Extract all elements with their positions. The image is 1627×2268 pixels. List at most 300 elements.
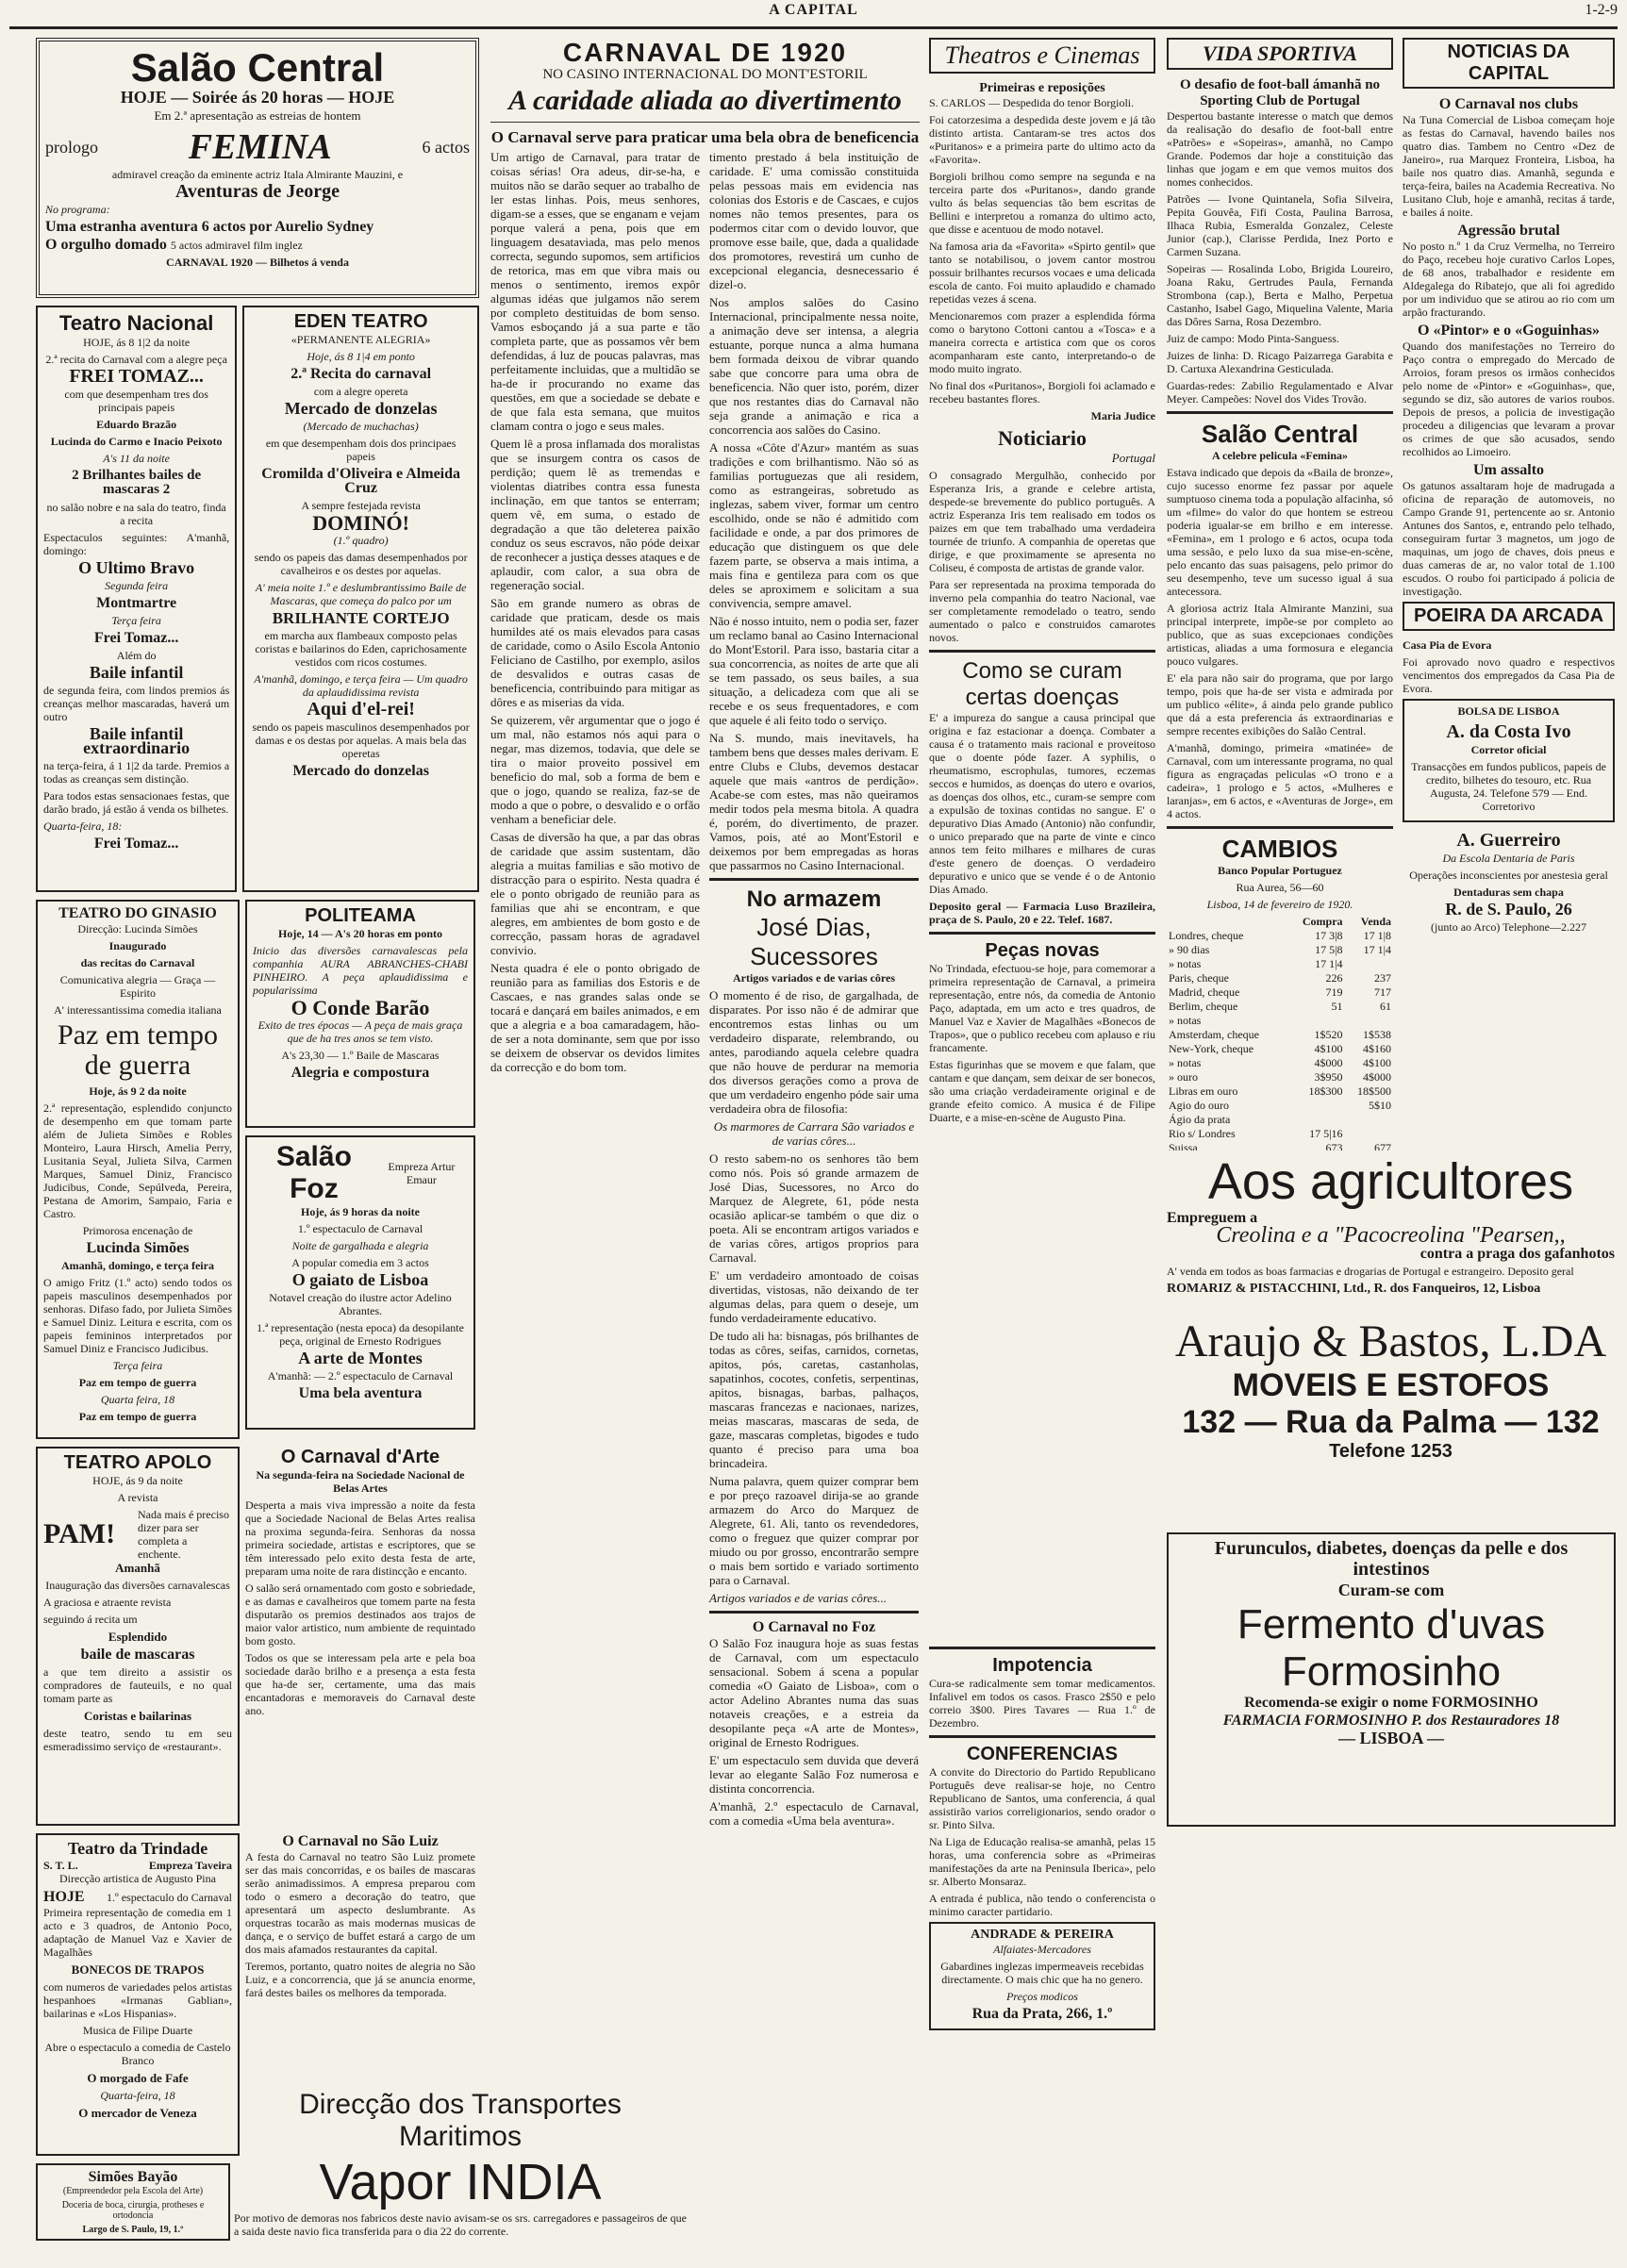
ad-line: em que desempenham dois dos principaes papeis: [265, 437, 457, 463]
buy-rate: 4$100: [1314, 1042, 1343, 1055]
buy-rate: 17 5|16: [1309, 1127, 1343, 1140]
article-signature: Maria Judice: [1090, 409, 1155, 422]
article-col-left: [490, 150, 700, 1831]
section-banner: [1167, 38, 1393, 70]
ad-line: HOJE, ás 9 da noite: [92, 1474, 183, 1487]
ad-line: (junto ao Arco) Telephone—2.227: [1431, 920, 1586, 934]
ad-salao-central: [36, 38, 479, 298]
buy-rate: 17 3|8: [1315, 929, 1343, 942]
ad-title: Salão Central: [130, 45, 385, 90]
page-number: 1-2-9: [1585, 2, 1618, 18]
column-theatres-cinemas: [929, 38, 1155, 1151]
ad-line: Empreza Taveira: [148, 1859, 232, 1872]
ad-line: Terça feira: [111, 614, 161, 627]
section-title: Primeiras e reposições: [979, 81, 1105, 95]
article-carnaval-arte: [245, 1447, 475, 1814]
row-nacional-eden: [36, 306, 479, 900]
section-title: Agressão brutal: [1457, 223, 1560, 239]
ad-andrade-pereira: [929, 1922, 1155, 2030]
article-paragraph: Numa palavra, quem quizer comprar bem e por preço razoavel dirija-se ao grande armazem do Arco do Marquez de Alegrete, 61. Ali, tanto os revendedores, como o freguez que quizer comprar por miudo ou por grosso, encontrarão sempre o mais bem sortido e variado sortimento para o Carnaval.: [709, 1474, 919, 1587]
section-subtitle: Portugal: [1111, 451, 1155, 465]
ad-play: A arte de Montes: [298, 1349, 423, 1367]
ad-line: Paz em tempo de guerra: [78, 1376, 197, 1389]
ad-agricultores: [1167, 1152, 1615, 1303]
ad-line: 2.ª representação, esplendido conjuncto de desempenho em que tomam parte além de Julieta Simões e Robles Monteiro, Laura Hirsch, Amelia Perry, Lusitania Seyal, Julieta Silva, Carmen Marques, Samuel Diniz, Francisco Judicibus, Conde, Sepúlveda, Pereira, Pestana de Amorim, Sampaio, Faria e Castro.: [43, 1101, 232, 1220]
ad-line: BRILHANTE CORTEJO: [272, 609, 450, 627]
ad-line: Recomenda-se exigir o nome FORMOSINHO: [1244, 1695, 1538, 1711]
exchange-table: [1167, 915, 1393, 1151]
article-paragraph: A entrada é publica, não tendo o conferencista o minimo caracter partidario.: [929, 1892, 1155, 1918]
article-paragraph: Nos amplos salões do Casino Internacional, principalmente nessa noite, a animação deve ser intensa, a alegria estuante, porque nunca a alma humana bem formada deixou de vibrar quando sabe que concorre para uma obra de beneficencia. Não quer isto, porém, dizer que nos restantes dias do Carnaval não seja grande a animação e rica a concorrencia aos salões do Casino.: [709, 295, 919, 437]
article-paragraph: E' um verdadeiro amontoado de coisas divertidas, vistosas, não deixando de ter algumas delas, para quem o deseje, um fundo verdadeiramente educativo.: [709, 1268, 919, 1325]
ad-transportes-maritimos: [234, 2089, 687, 2254]
table-row: [1167, 971, 1393, 985]
banner-title: VIDA SPORTIVA: [1202, 41, 1358, 65]
buy-rate: 226: [1325, 971, 1343, 985]
article-kicker: CARNAVAL DE 1920: [562, 38, 848, 67]
ad-line: ROMARIZ & PISTACCHINI, Ltd., R. dos Fanqueiros, 12, Lisboa: [1167, 1282, 1541, 1296]
currency-name: Amsterdam, cheque: [1169, 1028, 1259, 1041]
ad-line: A sempre festejada revista: [301, 499, 421, 512]
ad-line: Abre o espectaculo a comedia de Castelo Branco: [44, 2041, 231, 2067]
article-paragraph: A convite do Directorio do Partido Republicano Português deve realisar-se hoje, no Centro Republicano de Santos, uma conferencia, á qual assistirão varios correligionarios, sendo orador o sr. Pinto Silva.: [929, 1765, 1155, 1831]
article-paragraph: E' um espectaculo sem duvida que deverá levar ao elegante Salão Foz numerosa e distinta concorrencia.: [709, 1753, 919, 1796]
ad-line: contra a praga dos gafanhotos: [1419, 1246, 1615, 1262]
sell-rate: 17 1|4: [1363, 943, 1391, 956]
ad-title: Direcção dos Transportes Maritimos: [299, 2089, 622, 2152]
table-row: [1167, 1056, 1393, 1070]
ad-eden-teatro: [242, 306, 479, 892]
ad-line: Transacções em fundos publicos, papeis de credito, bilhetes do tesouro, etc. Rua Augusta, 24. Telefone 579 — End. Corretorivo: [1411, 760, 1606, 813]
currency-name: Paris, cheque: [1169, 971, 1229, 985]
ad-title: Aos agricultores: [1207, 1153, 1574, 1210]
ad-line: A' meia noite 1.º e deslumbrantissimo Baile de Mascaras, que começa do palco por um: [255, 581, 467, 607]
article-paragraph: Estava indicado que depois da «Baila de bronze», cujo sucesso enorme fez passar por aquele sumptuoso cinema toda a população alfacinha, só um «filme» do valor do que hontem se estreou poderia igualar-se em brilho e em interesse. «Femina», em 1 prologo e 6 actos, ocupa toda uma sessão, e pelo luxo da sua mise-en-scène, pelo encanto das suas paisagens, pelo primor do seu desempenho, teve um sucesso igual á sua antecessora.: [1167, 466, 1393, 598]
article-paragraph: De tudo ali ha: bisnagas, pós brilhantes de todas as côres, seifas, carnidos, cornetas, apitos, pós, caretas, castanholas, sapatinhos, cocotes, confetis, serpentinas, apitos, bisnagas, barbas, palhaços, mascaras francezas e nacionaes, narizes, meias mascaras, mascaras de seda, de gaze, mascaras completas, bigodes e tudo quanto é preciso para uma boa brincadeira.: [709, 1329, 919, 1470]
ad-line: Inaugurado: [108, 939, 167, 952]
ad-footer: CARNAVAL 1920 — Bilhetos á venda: [166, 256, 349, 269]
article-title: Salão Central: [1201, 420, 1359, 448]
currency-name: Agio do ouro: [1169, 1099, 1229, 1112]
ad-araujo-bastos: [1167, 1316, 1615, 1514]
ad-line: Quarta feira, 18: [100, 1393, 175, 1406]
section-title: Noticiario: [997, 426, 1087, 450]
article-paragraph: Na famosa aria da «Favorita» «Spirto gentil» que tanto se notabilisou, o jovem cantor mostrou possuir brilhantes recursos vocaes e uma delicada escola de canto. Foi muito aplaudido e chamado repetidas vezes á scena.: [929, 240, 1155, 306]
article-paragraph: Quem lê a prosa inflamada dos moralistas que se insurgem contra os casos de perdição; quem lê as tremendas e violentas diatribes contra essa funesta inclinação, em que tantos se enterram; quem vê, em suma, o estado de degradação a que tão deleterea paixão conduz os seus escravos, não póde deixar de reconhecer a justiça desses ataques e de aplaudir, com calor, a sua obra de regeneração social.: [490, 437, 700, 592]
ad-play: O mercador de Veneza: [78, 2106, 197, 2120]
section-subtitle: Lisboa, 14 de fevereiro de 1920.: [1206, 898, 1353, 911]
ad-line: Lucinda Simões: [86, 1240, 190, 1256]
currency-name: » notas: [1169, 1014, 1202, 1027]
article-paragraph: Casas de diversão ha que, a par das obras de caridade que assim sustentam, dão alegria a muitas familias e são motivo de distracção para o espirito. Nesta quadra é ele o ponto obrigado de reunião para as familias que ahi se encontram, e que alegres, em ambientes de bom gosto e de correcção, passam horas de agradavel convivio.: [490, 830, 700, 957]
currency-name: Libras em ouro: [1169, 1084, 1238, 1098]
article-paragraph: Estas figurinhas que se movem e que falam, que cantam e que dançam, sem deixar de ser bonecos, são uma criação verdadeiramente original e de grande efeito comico. A musica é de Filipe Duarte, e a mise-en-scène de Augusto Pina.: [929, 1058, 1155, 1124]
article-paragraph: Todos os que se interessam pela arte e pela boa sociedade darão brilho e a presença a esta festa que ha-de ser, certamente, uma das mais encantadoras e memoraveis do Carnaval deste ano.: [245, 1651, 475, 1717]
currency-name: » notas: [1169, 1056, 1202, 1069]
ad-play: BONECOS DE TRAPOS: [71, 1962, 205, 1977]
ad-line: Hoje, ás 9 2 da noite: [89, 1084, 187, 1098]
ad-line: Da Escola Dentaria de Paris: [1442, 852, 1575, 865]
section-title: O «Pintor» e o «Goguinhas»: [1418, 323, 1600, 339]
ad-line: Espectaculos seguintes: A'manhã, domingo:: [43, 531, 230, 557]
article-paragraph: O momento é de riso, de gargalhada, de disparates. Por isso não é de admirar que encontremos estas linhas ou um verdadeiro disparate, relembrando, ou antes, parodiando aquela celebre quadra que não houve de perdurar na memoria dos diversos gerações como a prova de que um verdadeiro engenho póde sair uma verdadeira obra de filosofia:: [709, 988, 919, 1116]
ad-line: Dentaduras sem chapa: [1453, 886, 1564, 899]
ad-teatro-nacional: [36, 306, 237, 892]
ad-line: Uma estranha aventura 6 actos por Aurelio Sydney: [45, 219, 374, 235]
article-paragraph: A'manhã, 2.º espectaculo de Carnaval, com a comedia «Uma bela aventura».: [709, 1799, 919, 1828]
ad-line: A'manhã: — 2.º espectaculo de Carnaval: [267, 1369, 454, 1382]
article-paragraph: Não é nosso intuito, nem o podia ser, fazer um reclamo banal ao Casino Internacional do Mont'Estoril. Para isso, bastaria citar a sua concorrencia, as noites de arte que ali se tem passado, os seus bailes, a sua situação, a delicadeza com que ali se recebe e os seus frequentadores, e com que aquele é ali feito todo o serviço.: [709, 614, 919, 727]
ad-line: Paz em tempo de guerra: [78, 1410, 197, 1423]
ad-line: (1.º quadro): [333, 534, 389, 547]
article-paragraph: Se quizerem, vêr argumentar que o jogo é um mal, não estamos nós aqui para o negar, mas dizemos, todavia, que dele se tira o maior proveito possivel em beneficio do mal, sob a forma de bem e que o jogo, quando se realiza, faz-se de modo a que o pobre, o desvalido e o orfão venham a beneficiar dele.: [490, 713, 700, 826]
ad-name: A. Guerreiro: [1456, 830, 1561, 851]
ad-feature-title: FEMINA: [188, 127, 332, 167]
ad-title: ANDRADE & PEREIRA: [971, 1928, 1114, 1942]
ad-line: sendo os papeis masculinos desempenhados por damas e os destas por aquelas. A mais bela das operetas: [252, 720, 470, 760]
ad-line: na terça-feira, á 1 1|2 da tarde. Premios a todas as creanças sem distinção.: [43, 759, 230, 786]
article-paragraph: O consagrado Mergulhão, conhecido por Esperanza Iris, a grande e celebre artista, despede-se brevemente do publico português. A actriz Esperanza Iris tem realisado em todos os paizes em que tem trabalhado uma verdadeira tournée de triunfo. A companhia de operetas que dirige, e que proximamente se apresenta no Coliseu, é composta de artistas de grande valor.: [929, 469, 1155, 574]
currency-name: » notas: [1169, 957, 1202, 970]
article-subtitle: O Carnaval serve para praticar uma bela obra de beneficencia: [490, 128, 920, 146]
article-paragraph: O Salão Foz inaugura hoje as suas festas de Carnaval, com um espectaculo sensacional. Sobem á scena a popular comedia «O Gaiato de Lisboa», com o actor Adelino Abrantes numa das suas notaveis creações, e a estreia da desopilante peça «A arte de Montes», original de Ernesto Rodrigues.: [709, 1636, 919, 1749]
article-paragraph: Na Tuna Comercial de Lisboa começam hoje as festas do Carnaval, havendo bailes nos quatro dias. Tambem no Centro «Dez de Janeiro», rua Marquez Fronteira, Lisboa, ha baile nos quatro dias. Amanhã, segunda e terça-feira, bailes na Academia Recreativa. No Lusitano Club, hoje e amanhã, recitas á tarde, e bailes á noite.: [1403, 113, 1615, 219]
ad-line: Esplendido: [108, 1630, 168, 1644]
article-subtitle: A celebre pelicula «Femina»: [1211, 449, 1349, 462]
article-title: Peças novas: [985, 940, 1100, 961]
currency-name: Madrid, cheque: [1169, 985, 1240, 999]
buy-rate: [1288, 1099, 1345, 1113]
ad-text: 6 actos: [422, 137, 470, 157]
buy-rate: 719: [1325, 985, 1343, 999]
ad-title: TEATRO APOLO: [63, 1452, 212, 1473]
article-paragraph: Deposito geral — Farmacia Luso Brazileira, praça de S. Paulo, 20 e 22. Telef. 1687.: [929, 900, 1155, 926]
buy-rate: 3$950: [1314, 1070, 1343, 1084]
currency-name: Rio s/ Londres: [1169, 1127, 1236, 1140]
currency-name: New-York, cheque: [1169, 1042, 1254, 1055]
currency-name: Suissa: [1169, 1141, 1198, 1151]
ad-title: Salão Foz: [275, 1141, 352, 1204]
ad-line: A's 23,30 — 1.º Baile de Mascaras: [281, 1049, 440, 1062]
ad-line: A'manhã, domingo, e terça feira — Um quadro da aplaudidissima revista: [254, 672, 468, 699]
article-paragraph: A festa do Carnaval no teatro São Luiz promete ser das mais concorridas, e os bailes de mascaras serão animadissimos. A empresa preparou com todo o esmero a decoração do teatro, que apresentará um aspecto deslumbrante. As orquestras tocarão as mais modernas musicas de dança, e o serviço de buffet estará a cargo de um dos mais afamados restaurantes da capital.: [245, 1850, 475, 1956]
currency-name: Londres, cheque: [1169, 929, 1244, 942]
article-subtitle: Artigos variados e de varias côres: [732, 971, 896, 985]
ad-line: Uma bela aventura: [298, 1385, 423, 1401]
section-subtitle: Banco Popular Portuguez: [1218, 864, 1342, 877]
ad-line: Hoje, ás 8 1|4 em ponto: [307, 350, 415, 363]
article-paragraph: Borgioli brilhou como sempre na segunda e na terceira parte dos «Puritanos», dando grande vulto ás belas sequencias tão bem escritas de Bellini e interpretou a romanza do ultimo acto, que disse e acentuou de modo notavel.: [929, 170, 1155, 236]
ad-line: FARMACIA FORMOSINHO P. dos Restauradores 18: [1222, 1713, 1560, 1729]
sell-rate: [1345, 1113, 1393, 1127]
article-paragraph: Patrões — Ivone Quintanela, Sofia Silveira, Pepita Gouvêa, Fifi Costa, Paulina Barrosa, Ilhaca Rubia, Esmeralda Gonzalez, Celeste Junior (cap.), Clarisse Perdida, Inez Porto e Carmen Suzana.: [1167, 192, 1393, 258]
article-paragraph: No final dos «Puritanos», Borgioli foi aclamado e recebeu bastantes flores.: [929, 379, 1155, 406]
stack-politeama-foz: [245, 900, 475, 1447]
ad-product: Creolina e a "Pacocreolina "Pearsen,,: [1216, 1223, 1566, 1248]
ad-line: sendo os papeis das damas desempenhados por cavalheiros e os destes por aquelas.: [254, 551, 468, 577]
table-row: [1167, 1014, 1393, 1028]
ad-line: A' venda em todos as boas farmacias e drogarias de Portugal e estrangeiro. Deposito geral: [1167, 1265, 1574, 1278]
sell-rate: 237: [1374, 971, 1391, 985]
ad-play: O gaiato de Lisboa: [291, 1270, 429, 1289]
ad-play: Paz em tempo de guerra: [58, 1019, 218, 1081]
column-sports: [1167, 38, 1393, 1151]
buy-rate: 17 1|4: [1315, 957, 1343, 970]
article-title: O Carnaval no Foz: [752, 1619, 876, 1635]
ad-bolsa-lisboa: [1403, 699, 1615, 822]
article-subtitle: Casa Pia de Evora: [1403, 638, 1492, 652]
table-row: [1167, 1141, 1393, 1151]
ad-title: Teatro Nacional: [58, 311, 214, 335]
sell-rate: 61: [1380, 1000, 1391, 1013]
section-banner: [1403, 602, 1615, 631]
ad-line: O amigo Fritz (1.º acto) sendo todos os papeis masculinos desempenhados por senhoras. Difaso fado, por Julieta Simões e Samuel Diniz. Leitura e escrita, com os papeis femininos interpretados por Samuel Diniz e Francisco Judicibus.: [43, 1276, 232, 1355]
section-banner: [1403, 38, 1615, 89]
ad-line: A popular comedia em 3 actos: [291, 1256, 429, 1269]
ad-line: Montmartre: [96, 595, 177, 611]
ad-line: (Empreendedor pela Escola del Arte): [62, 2186, 204, 2196]
sell-rate: 717: [1374, 985, 1391, 999]
ad-line: no salão nobre e na sala do teatro, finda a recita: [46, 501, 226, 527]
article-paragraph: Guardas-redes: Zabilio Regulamentado e Alvar Meyer. Campeões: Novel dos Vides Trovão.: [1167, 379, 1393, 406]
table-row: [1167, 985, 1393, 1000]
row-apolo-carnaval: [36, 1447, 479, 1833]
ad-line: R. de S. Paulo, 26: [1445, 900, 1572, 919]
ad-line: Gabardines inglezas impermeaveis recebidas directamente. O mais chic que ha no genero.: [940, 1960, 1144, 1986]
ad-line: Quarta-feira, 18: [100, 2089, 175, 2102]
table-row: [1167, 1070, 1393, 1084]
buy-rate: 673: [1325, 1141, 1343, 1151]
ad-line: 1.ª representação (nesta epoca) da desopilante peça, original de Ernesto Rodrigues: [257, 1321, 464, 1348]
ad-line: Alfaiates-Mercadores: [993, 1943, 1091, 1956]
section-title: O desafio de foot-ball ámanhã no Sporting Club de Portugal: [1179, 77, 1381, 108]
sell-rate: 4$000: [1363, 1070, 1391, 1084]
buy-rate: [1288, 1014, 1345, 1028]
sell-rate: [1345, 1127, 1393, 1141]
ad-line: seguindo á recita um: [43, 1613, 138, 1626]
ad-title: Teatro da Trindade: [67, 1839, 208, 1858]
ad-line: «PERMANENTE ALEGRIA»: [291, 333, 431, 346]
ad-line: Mercado do donzelas: [292, 763, 429, 779]
masthead: A CAPITAL: [769, 2, 858, 18]
ad-line: A revista: [117, 1491, 158, 1504]
ad-line: Primorosa encenação de: [82, 1224, 193, 1237]
ad-line: Direcção: Lucinda Simões: [77, 922, 198, 935]
article-paragraph: Mencionaremos com prazer a esplendida fórma como o barytono Cottoni cantou a «Tosca» e a maneira correcta e artistica com que os coros acompanharam este canto, interpretando-o de modo muito ingrato.: [929, 309, 1155, 375]
article-paragraph: Os gatunos assaltaram hoje de madrugada a oficina de reparação de automoveis, no Campo Grande 91, pertencente ao sr. Antonio Antunes dos Santos, e, entrando pelo telhado, conseguiram furtar 3 magnetos, um jogo de maquinas, um jogo de chaves, dois pneus e duas cameras de ar, no valor total de 1.100 escudos. O roubo foi participado á policia de investigação.: [1403, 479, 1615, 598]
ad-line: Além do: [116, 649, 157, 662]
ad-line: Musica de Filipe Duarte: [82, 2024, 193, 2037]
table-row: [1167, 1042, 1393, 1056]
ad-line: Aventuras de Jeorge: [174, 181, 340, 202]
row-ginasio-politeama: [36, 900, 479, 1447]
ad-line: Exito de tres épocas — A peça de mais graça que de ha tres anos se tem visto.: [257, 1018, 463, 1045]
ad-line: a que tem direito a assistir os compradores de fauteuils, e no qual tomam parte as: [43, 1665, 232, 1705]
ad-line: 1.º espectaculo de Carnaval: [297, 1222, 423, 1235]
article-subtitle: Na segunda-feira na Sociedade Nacional de Belas Artes: [256, 1468, 465, 1495]
article-title: No armazem: [746, 886, 882, 912]
article-paragraph: O resto sabem-no os senhores tão bem como nós. Pois só grande armazem de José Dias, Sucessores, no Arco do Marquez de Alegrete, 61, póde nesta ocasião aplicar-se também o que diz o poeta. Ali se encontram artigos variados e de varias côres, artigos proprios para Carnaval.: [709, 1151, 919, 1265]
article-paragraph: Na S. mundo, mais inevitavels, ha tambem bens que desses males derivam. E entre Clubs e Clubs, devemos destacar aquele que mais «antros de perdição». Acabe-se com estes, mas não queiramos medir todos pela mesma bitola. A quadra é, porém, do divertimento, de prazer. Vamos, pois, até ao Mont'Estoril e deixemos por bem empregadas as horas que passarmos no Casino Internacional.: [709, 731, 919, 872]
ad-line: Amanhã, domingo, e terça feira: [61, 1259, 214, 1272]
article-paragraph: A'manhã, domingo, primeira «matinée» de Carnaval, com um interessante programa, no qual figura as engraçadas peliculas «O trono e a cadeira», 1 prologo e 5 actos, «Mulheres e laranjas», em 6 actos, e «Aventuras de Jorge», em 4 actos.: [1167, 741, 1393, 820]
ad-line: Empreguem a: [1167, 1210, 1258, 1226]
ad-line: Nada mais é preciso dizer para ser completa a enchente.: [138, 1508, 229, 1561]
ad-line: 2 Brilhantes bailes de mascaras 2: [72, 468, 202, 497]
currency-name: Berlim, cheque: [1169, 1000, 1238, 1013]
ad-line: Amanhã: [115, 1561, 160, 1575]
ad-line: com numeros de variedades pelos artistas hespanhoes «Irmanas Gablian», bailarinas e «Los Hispanias».: [43, 1980, 232, 2020]
ad-line: 2.ª recita do Carnaval com a alegre peça: [45, 353, 227, 366]
sell-rate: 4$100: [1363, 1056, 1391, 1069]
table-row: [1167, 1000, 1393, 1014]
ad-simoes-bayao: [36, 2163, 230, 2241]
ad-title: POLITEAMA: [305, 905, 416, 926]
article-paragraph: No Trindada, efectuou-se hoje, para comemorar a primeira representação de Carnaval, a primeira representação, entre nós, da comedia de Antonio Paço, adaptada, em um acto e tres quadros, de Manuel Vaz e Xavier de Magalhães «Bonecos de Trapos», que o publico recebeu com aplauso e riu francamente.: [929, 962, 1155, 1054]
ad-line: Empreza Artur Emaur: [388, 1160, 456, 1186]
ad-line: HOJE: [43, 1889, 85, 1905]
ad-line: Rua da Prata, 266, 1.º: [971, 2006, 1113, 2022]
ad-line: MOVEIS E ESTOFOS: [1232, 1367, 1550, 1403]
ad-line: Comunicativa alegria — Graça — Espirito: [59, 973, 216, 1000]
ad-line: Quarta-feira, 18:: [43, 819, 123, 833]
sell-rate: [1345, 957, 1393, 971]
ad-text: Por motivo de demoras nos fabricos deste navio avisam-se os srs. carregadores e passageiros de que a saida deste navio fica transferida para o dia 22 do corrente.: [234, 2211, 687, 2238]
ad-play: O morgado de Fafe: [87, 2071, 189, 2085]
sell-rate: 17 1|8: [1363, 929, 1391, 942]
buy-rate: 17 5|8: [1315, 943, 1343, 956]
article-paragraph: E' ela para não sair do programa, que por largo tempo, pois que ha-de ser vista e admirada por um publico «élite», á ainda pelo grande publico que dá a esta preferencia ás extraordinarias e sempre recentes exibições do Salão Central.: [1167, 671, 1393, 737]
section-title: Um assalto: [1472, 462, 1545, 478]
article-paragraph: No posto n.º 1 da Cruz Vermelha, no Terreiro do Paço, recebeu hoje curativo Carlos Lopes, de 68 anos, trabalhador e residente em Aldegalega do Ribatejo, que ali foi agredido por um individuo que se atirou ao rio com um arpão fracturando.: [1403, 240, 1615, 319]
ad-vessel: Vapor INDIA: [319, 2154, 602, 2210]
ad-line: Furunculos, diabetes, doenças da pelle e dos intestinos: [1214, 1538, 1569, 1580]
ad-line: com a alegre opereta: [313, 385, 408, 398]
ad-fermento-formosinho: [1167, 1532, 1616, 1827]
ad-line: Notavel creação do ilustre actor Adelino Abrantes.: [269, 1291, 452, 1317]
ad-politeama: [245, 900, 475, 1128]
article-paragraph: Despertou bastante interesse o match que demos da realisação do desafio de foot-ball entre «Patrões» e «Sopeiras», amanhã, no Campo Grande. Podemos dar hoje a constituição das linhas que jogam e em que vemos muitos dos nomes conhecidos.: [1167, 109, 1393, 189]
ad-teatro-apolo: [36, 1447, 240, 1826]
article-paragraph: Foi aprovado novo quadro e respectivos vencimentos dos empregados da Casa Pia de Evora.: [1403, 655, 1615, 695]
section-banner: [929, 38, 1155, 74]
ad-line: Hoje, ás 9 horas da noite: [301, 1205, 420, 1218]
ad-line: Direcção artistica de Augusto Pina: [59, 1872, 216, 1885]
ad-line: A graciosa e atraente revista: [43, 1596, 172, 1609]
ad-line: Baile infantil extraordinario: [83, 724, 191, 757]
ad-line: O Ultimo Bravo: [78, 558, 195, 577]
article-paragraph: Quando dos manifestações no Terreiro do Paço contra o empregado do Mercado de Arroios, foram presos os irmãos conhecidos pelo nome de «Pintor» e «Goguinhas», que, segundo se diz, são autores de varios roubos. Depois de presos, a policia de investigação procedeu a diligencias que levaram a provar os crimes de que são acusados, sendo recolhidos ao Limoeiro.: [1403, 339, 1615, 458]
ad-title: TEATRO DO GINASIO: [58, 905, 217, 921]
ad-line: admiravel creação da eminente actriz Itala Almirante Mauzini, e: [111, 168, 404, 181]
ad-feature: [45, 126, 470, 168]
article-paragraph: O salão será ornamentado com gosto e sobriedade, e as damas e cavalheiros que tomem parte na festa disputarão os premios destinados aos trajos de maior valor artistico, num ambiente de requintado bom gosto.: [245, 1581, 475, 1647]
ad-line: Em 2.ª apresentação as estreias de hontem: [154, 108, 361, 123]
article-paragraph: Cura-se radicalmente sem tomar medicamentos. Infalivel em todos os casos. Frasco 2$50 e pelo correio 3$00. Pires Tavares — Rua 1.º de Dezembro.: [929, 1677, 1155, 1730]
ad-name: A. da Costa Ivo: [1446, 721, 1571, 742]
banner-title: NOTICIAS DA CAPITAL: [1447, 41, 1570, 84]
article-paragraph: Sopeiras — Rosalinda Lobo, Brigida Loureiro, Joana Raku, Gertrudes Paula, Fernanda Strombona (cap.), Berta e Malho, Perpetua Castanho, Isabel Gago, Miquelina Valente, Maria das Dôres Sarna, Rosa Dezembro.: [1167, 262, 1393, 328]
banner-title: POEIRA DA ARCADA: [1413, 605, 1604, 626]
table-row: [1167, 1113, 1393, 1127]
ad-line: Operações inconscientes por anestesia geral: [1409, 869, 1608, 882]
table-row: [1167, 1028, 1393, 1042]
ad-title: Araujo & Bastos, L.DA: [1174, 1316, 1607, 1366]
article-paragraph: Na Liga de Educação realisa-se amanhã, pelas 15 horas, uma conferencia sobre as «Primeiras manifestações da arte na Peninsula Iberica», pelo sr. Alberto Monsaraz.: [929, 1835, 1155, 1888]
table-row: [1167, 943, 1393, 957]
currency-name: » 90 dias: [1169, 943, 1210, 956]
article-title: A caridade aliada ao divertimento: [508, 85, 902, 116]
ad-line: 5 actos admiravel film inglez: [170, 239, 303, 252]
sell-rate: 18$500: [1357, 1084, 1391, 1098]
article-title: CONFERENCIAS: [966, 1744, 1118, 1764]
ad-line: Lucinda do Carmo e Inacio Peixoto: [50, 435, 223, 448]
ad-line: No programa:: [45, 203, 110, 216]
ad-line: Largo de S. Paulo, 19, 1.º: [82, 2225, 184, 2235]
sell-rate: [1345, 1014, 1393, 1028]
table-row: [1167, 957, 1393, 971]
article-paragraph: Os marmores de Carrara São variados e de varias côres...: [713, 1119, 915, 1148]
ad-line: Cromilda d'Oliveira e Almeida Cruz: [261, 466, 461, 496]
buy-rate: 51: [1331, 1000, 1343, 1013]
article-paragraph: E' a impureza do sangue a causa principal que origina e faz estacionar a doença. Combater a causa é o tratamento mais racional e proveitoso que o doente póde fazer. A syphilis, o rheumatismo, escrophulas, tumores, eczemas seccos e humidos, as doenças do utero e ovarios, as doenças dos olhos, etc., curam-se sempre com a expulsão de toxinas contidas no sangue. E' o depurativo Dias Amado (Antonio) não confundir, o unico preparado que na parte de vinte e cinco annos tem feito milhares e milhares de curas d'este genero de doenças. O verdadeiro depurativo e unico que se vende é o de Antonio Dias Amado.: [929, 711, 1155, 896]
table-row: [1167, 929, 1393, 943]
article-paragraph: Juiz de campo: Modo Pinta-Sanguess.: [1167, 332, 1339, 345]
ad-line: Doceria de boca, cirurgia, protheses e ortodoncia: [61, 2200, 205, 2221]
ad-line: Preços modicos: [1006, 1990, 1078, 2003]
article-paragraph: timento prestado á bela instituição de caridade. E' uma comissão constituida pelas pessoas mais em evidencia nas colonias dos Estoris e de Cascaes, e cujos nomes não temos presentes, para os podermos citar com o devido louvor, que promove esse baile, que, dada a qualidade dos promotores, revestirá um cunho de excepcional elegancia, desnecessario é dizel-o.: [709, 150, 919, 291]
buy-rate: 4$000: [1314, 1056, 1343, 1069]
buy-rate: [1288, 1113, 1345, 1127]
ad-line: baile de mascaras: [80, 1647, 195, 1663]
ad-line: de segunda feira, com lindos premios ás creanças melhor mascaradas, haverá um outro: [43, 684, 230, 723]
ad-line: A's 11 da noite: [103, 452, 170, 465]
ad-line: Alegria e compostura: [291, 1065, 430, 1081]
currency-name: Ágio da prata: [1169, 1113, 1231, 1126]
ad-line: com que desempenham tres dos principais papeis: [64, 388, 208, 414]
table-header: Compra: [1302, 915, 1343, 928]
article-paragraph: Teremos, portanto, quatro noites de alegria no São Luiz, e a concorrencia, que já se anuncia enorme, fará destes bailes os melhores da temporada.: [245, 1960, 475, 1999]
article-subkicker: NO CASINO INTERNACIONAL DO MONT'ESTORIL: [542, 67, 868, 82]
ad-salao-foz: [245, 1135, 475, 1430]
article-columns: [490, 150, 920, 1831]
ad-line: Segunda feira: [105, 579, 169, 592]
column-carnaval-article: [490, 38, 920, 2075]
ad-play: Mercado de donzelas: [284, 399, 438, 418]
sell-rate: 1$538: [1363, 1028, 1391, 1041]
ad-line: deste teatro, sendo tu em seu esmeradissimo serviço de «restaurant».: [43, 1727, 232, 1753]
ad-play: PAM!: [43, 1518, 116, 1549]
ad-line: Para todos estas sensacionaes festas, que darão brado, já estão á venda os bilhetes.: [43, 789, 230, 816]
article-paragraph: Foi catorzesima a despedida deste jovem e já tão distinto artista. Cantaram-se tres actos dos «Puritanos» e a primeira parte do ultimo acto da «Favorita».: [929, 113, 1155, 166]
ad-title: Fermento d'uvas Formosinho: [1237, 1601, 1546, 1695]
article-paragraph: Nesta quadra é ele o ponto obrigado de reunião para as familias dos Estoris e de Cascaes, e nas grandes salas onde se tocará e dançará em bailes animados, e em que a alegria e a boa camaradagem, hão-de ser a nota dominante, sem que por isso se deixem de observar os devidos limites da correcção e do bom tom.: [490, 961, 700, 1074]
sell-rate: 4$160: [1363, 1042, 1391, 1055]
ad-line: Corretor oficial: [1470, 743, 1547, 756]
ad-title: Simões Bayão: [88, 2169, 178, 2185]
ad-play: Aqui d'el-rei!: [307, 699, 415, 720]
section-subtitle: Rua Aurea, 56—60: [1236, 881, 1324, 894]
ad-line: S. T. L.: [43, 1859, 78, 1872]
article-paragraph: A nossa «Côte d'Azur» mantém as suas tradições e com brilhantismo. Não só as familias portuguezas que ali residem, como as estrangeiras, sobretudo as inglezas, sabem viver, formar um centro escolhido, onde se não é admitido com facilidade e onde, a par dos primores de educação que distinguem os que dele fazem parte, se observa a mais intima, a mais fina e gentileza para com os que deles se aproximem e solicitam a sua convivencia, sempre amavel.: [709, 440, 919, 610]
article-title: Impotencia: [992, 1655, 1092, 1676]
column-lower-notices: [929, 1641, 1155, 2254]
ad-title: EDEN TEATRO: [293, 311, 428, 332]
article-paragraph: S. CARLOS — Despedida do tenor Borgioli.: [929, 96, 1135, 109]
ad-line: das recitas do Carnaval: [80, 956, 195, 969]
article-paragraph: Para ser representada na proxima temporada do inverno pela companhia do teatro Nacional, vae ser completamente remodelado o teatro, sendo aumentado o palco e construidos camarotes novos.: [929, 578, 1155, 644]
table-row: [1167, 1127, 1393, 1141]
